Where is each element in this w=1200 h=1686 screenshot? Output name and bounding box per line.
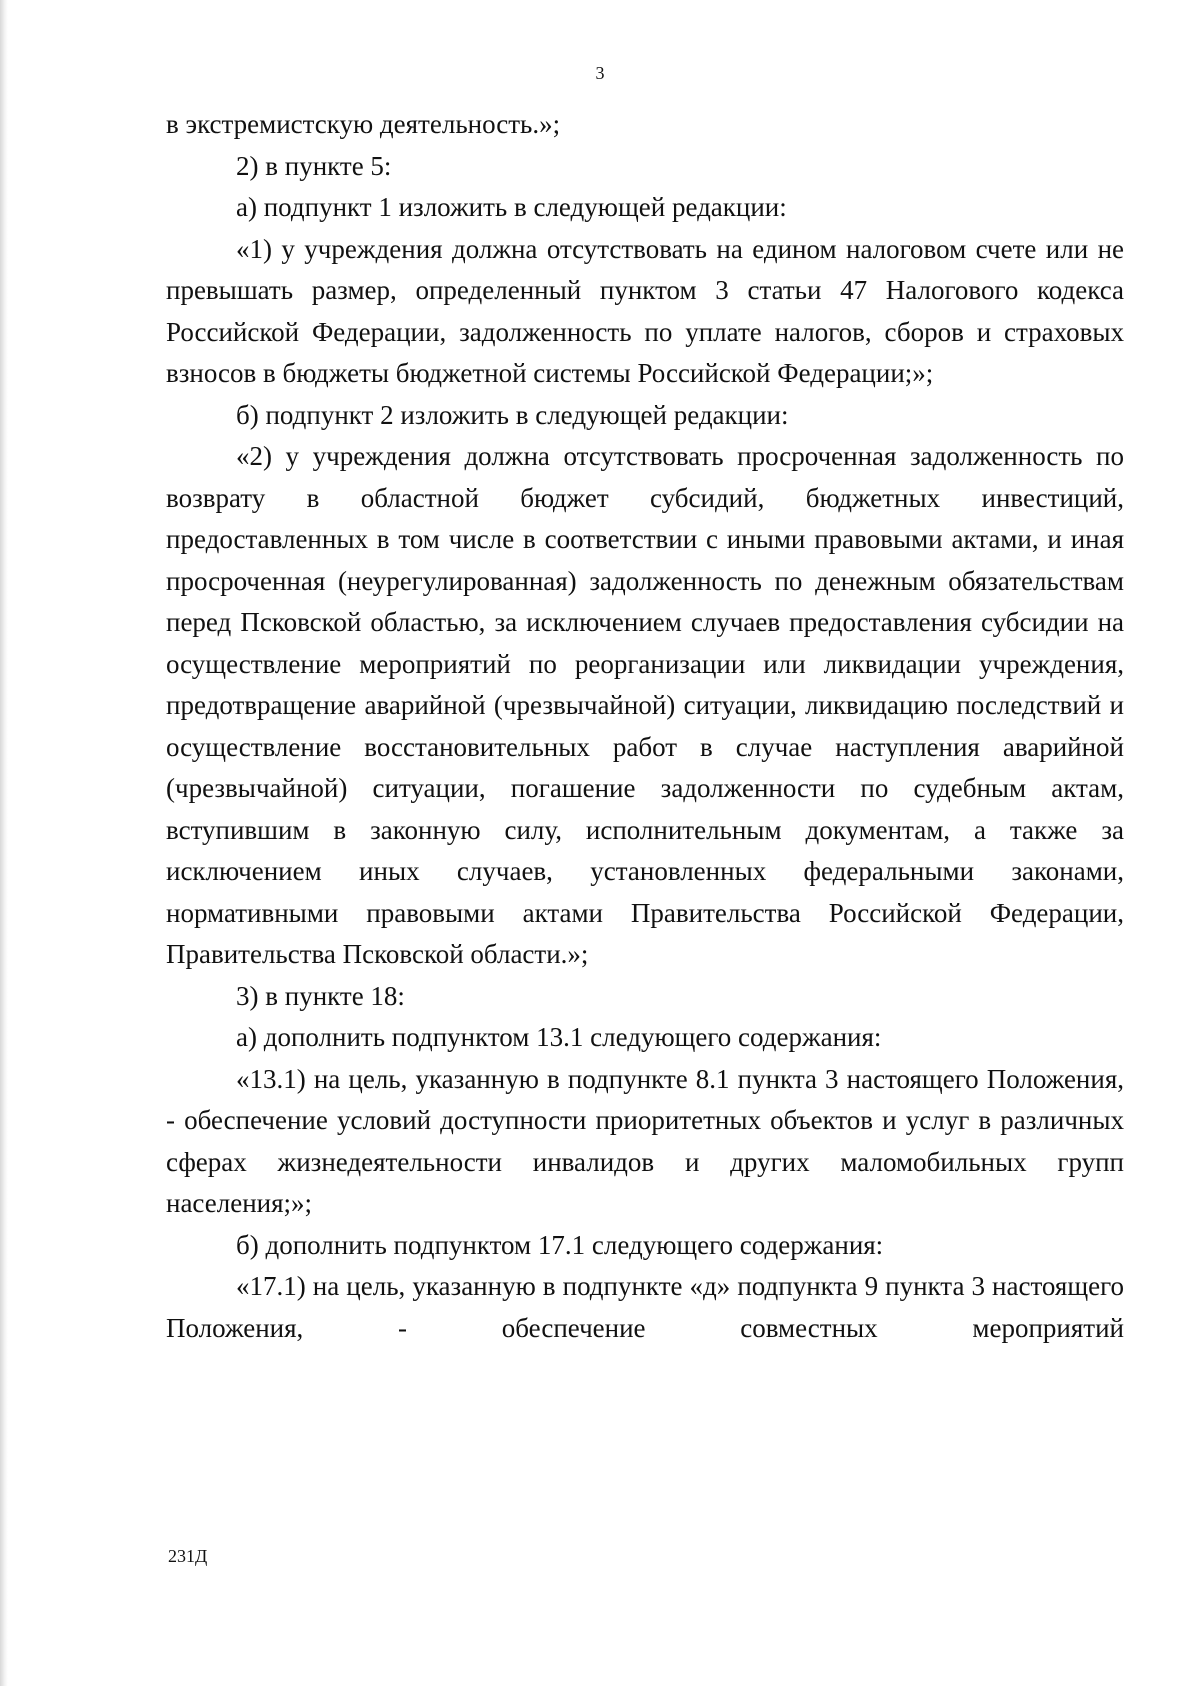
paragraph-3: а) подпункт 1 изложить в следующей редакции: xyxy=(236,192,787,222)
scan-edge xyxy=(0,0,8,1686)
paragraph-5: б) подпункт 2 изложить в следующей редакции: xyxy=(236,399,789,430)
paragraph-11: «17.1) на цель, указанную в подпункте «д» подпункта 9 пункта 3 настоящего Положения, - обеспечение совместных мероприятий xyxy=(166,1271,1124,1343)
paragraph-1: в экстремистскую деятельность.»; xyxy=(166,109,561,139)
paragraph-6: «2) у учреждения должна отсутствовать просроченная задолженность по возврату в областной бюджет субсидий, бюджетных инвестиций, предоставленных в том числе в соответствии с иными правовыми актами, и иная просроченная (неурегулированная) задолженность по денежным обязательствам перед Псковской областью, за исключением случаев предоставления субсидии на осуществление мероприятий по реорганизации или ликвидации учреждения, предотвращение аварийной (чрезвычайной) ситуации, ликвидацию последствий и осуществление восстановительных работ в случае наступления аварийной (чрезвычайной) ситуации, погашение задолженности по судебным актам, вступившим в законную силу, исполнительным документам, а также за исключением иных случаев, установленных федеральными законами, нормативными правовыми актами Правительства Российской Федерации, Правительства Псковской области.»; xyxy=(166,441,1124,969)
paragraph-4: «1) у учреждения должна отсутствовать на едином налоговом счете или не превышать размер, определенный пунктом 3 статьи 47 Налогового кодекса Российской Федерации, задолженность по уплате налогов, сборов и страховых взносов в бюджеты бюджетной системы Российской Федерации;»; xyxy=(166,233,1124,388)
paragraph-9: «13.1) на цель, указанную в подпункте 8.1 пункта 3 настоящего Положения, - обеспечение условий доступности приоритетных объектов и услуг в различных сферах жизнедеятельности инвалидов и других маломобильных групп населения;»; xyxy=(166,1063,1124,1218)
page-number: 3 xyxy=(595,63,605,83)
document-code: 231Д xyxy=(168,1546,208,1566)
paragraph-2: 2) в пункте 5: xyxy=(236,150,392,181)
paragraph-7: 3) в пункте 18: xyxy=(236,980,405,1011)
document-body xyxy=(166,104,1124,1349)
paragraph-8: а) дополнить подпунктом 13.1 следующего содержания: xyxy=(236,1022,882,1052)
paragraph-10: б) дополнить подпунктом 17.1 следующего содержания: xyxy=(236,1229,884,1260)
